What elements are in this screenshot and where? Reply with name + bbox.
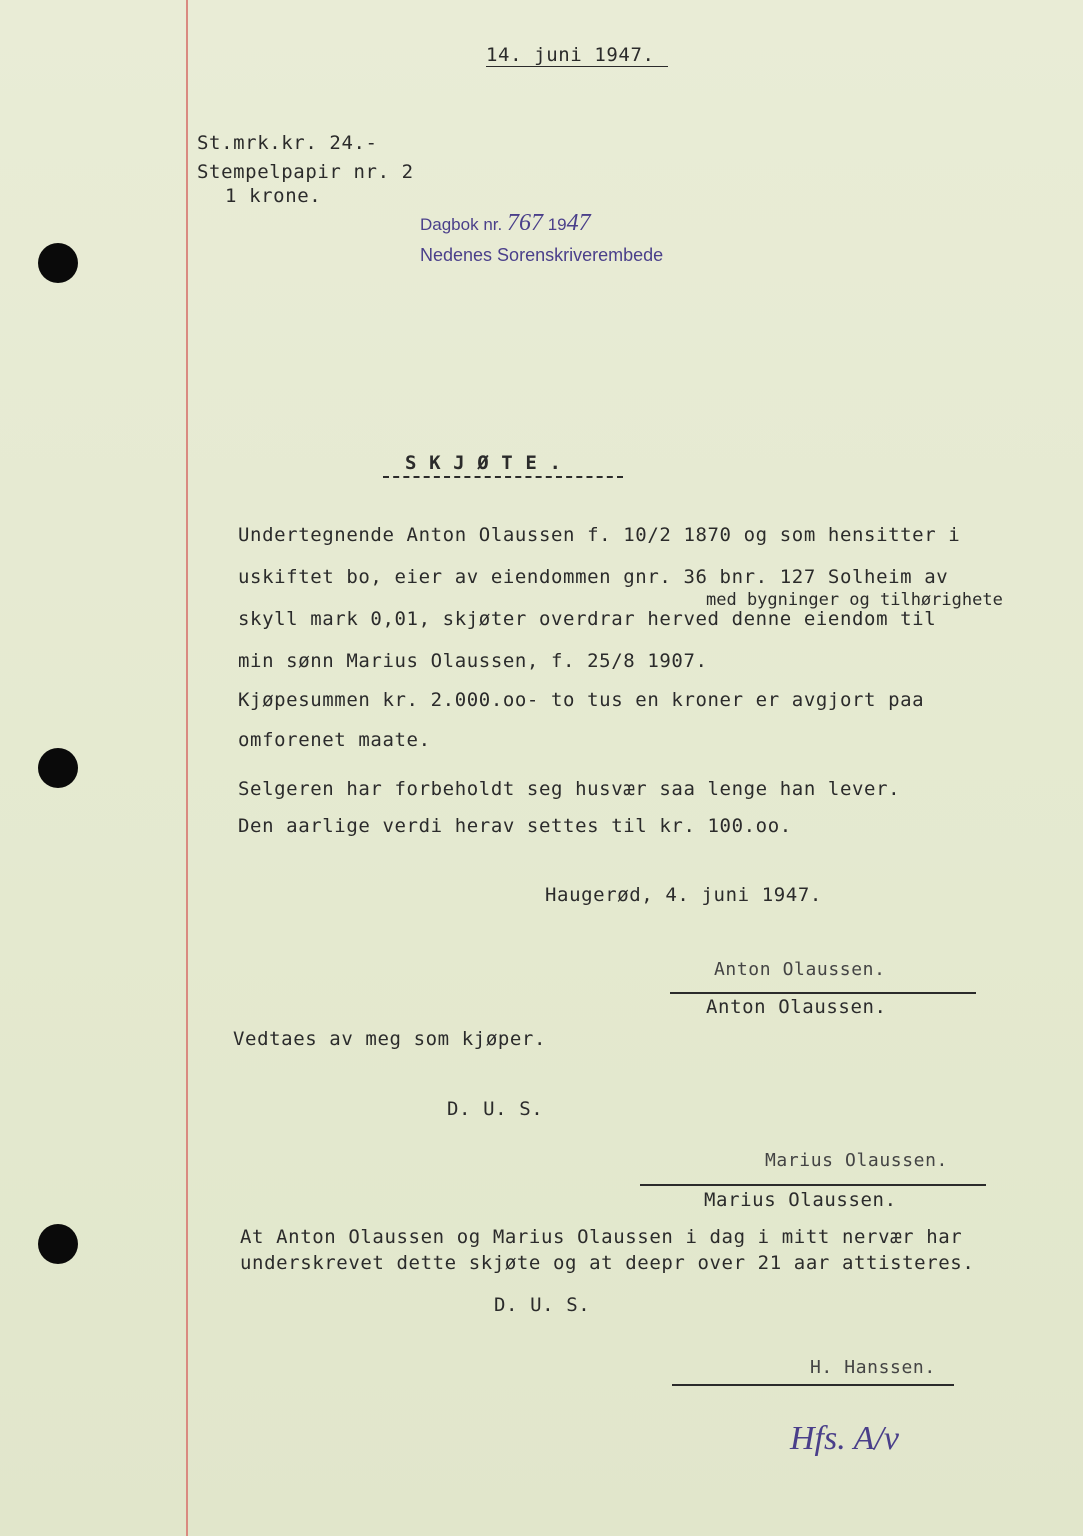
attestation-line-1: At Anton Olaussen og Marius Olaussen i dag i mitt nervær har <box>240 1226 963 1248</box>
title-dashes <box>383 476 623 478</box>
document-title: S K J Ø T E . <box>405 452 562 474</box>
year-prefix: 19 <box>547 215 567 234</box>
body-line-4: min sønn Marius Olaussen, f. 25/8 1907. <box>238 650 708 672</box>
witness-signature: H. Hanssen. <box>810 1357 936 1378</box>
attestation-line-2: underskrevet dette skjøte og at deepr over 21 aar attisteres. <box>240 1252 975 1274</box>
document-date: 14. juni 1947. <box>486 44 655 66</box>
registry-stamp <box>420 210 591 237</box>
body-line-2: uskiftet bo, eier av eiendommen gnr. 36 bnr. 127 Solheim av <box>238 566 949 588</box>
stamp-paper-line: Stempelpapir nr. 2 <box>197 161 414 183</box>
body-line-1: Undertegnende Anton Olaussen f. 10/2 1870 og som hensitter i <box>238 524 961 546</box>
body-insert: med bygninger og tilhørighete <box>706 590 1003 610</box>
body-line-6: omforenet maate. <box>238 729 431 751</box>
date-underline <box>486 66 668 67</box>
seller-signature: Anton Olaussen. <box>714 959 886 980</box>
body-line-3: skyll mark 0,01, skjøter overdrar herved denne eiendom til <box>238 608 937 630</box>
year-suffix: 47 <box>566 210 591 236</box>
buyer-acceptance: Vedtaes av meg som kjøper. <box>233 1028 547 1050</box>
stamp-value-line: 1 krone. <box>225 185 322 207</box>
handwritten-initials: Hfs. A/v <box>790 1420 899 1457</box>
place-date: Haugerød, 4. juni 1947. <box>545 884 822 906</box>
punch-hole-icon <box>38 1224 78 1264</box>
body-line-5: Kjøpesummen kr. 2.000.oo- to tus en kroner er avgjort paa <box>238 689 925 711</box>
dagbok-number: 767 <box>506 210 543 236</box>
seller-signature-line <box>670 992 976 994</box>
buyer-name: Marius Olaussen. <box>704 1189 897 1211</box>
dus-2: D. U. S. <box>494 1294 591 1316</box>
punch-hole-icon <box>38 243 78 283</box>
seller-name: Anton Olaussen. <box>706 996 887 1018</box>
red-margin-line <box>186 0 188 1536</box>
dagbok-label: Dagbok nr. <box>420 215 503 234</box>
buyer-signature: Marius Olaussen. <box>765 1150 948 1171</box>
witness-signature-line <box>672 1384 954 1386</box>
stamp-duty-line: St.mrk.kr. 24.- <box>197 132 378 154</box>
dus-1: D. U. S. <box>447 1098 544 1120</box>
punch-hole-icon <box>38 748 78 788</box>
body-line-7: Selgeren har forbeholdt seg husvær saa lenge han lever. <box>238 778 901 800</box>
registry-office: Nedenes Sorenskriverembede <box>420 245 664 265</box>
body-line-8: Den aarlige verdi herav settes til kr. 100.oo. <box>238 815 792 837</box>
buyer-signature-line <box>640 1184 986 1186</box>
